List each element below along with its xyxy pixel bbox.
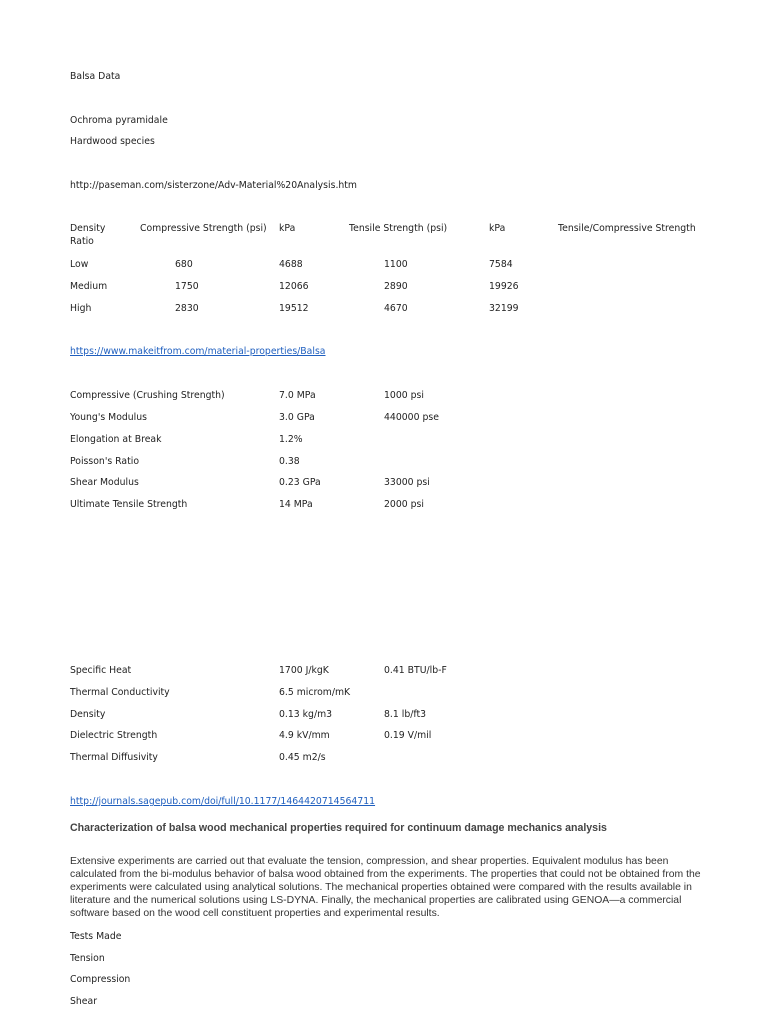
table-cell: 2890 xyxy=(384,281,408,292)
prop-label: Compressive (Crushing Strength) xyxy=(70,390,225,401)
prop-si: 4.9 kV/mm xyxy=(279,730,330,741)
prop-label: Thermal Conductivity xyxy=(70,687,170,698)
table-cell: 32199 xyxy=(489,303,519,314)
species-type: Hardwood species xyxy=(70,136,155,147)
sagepub-link[interactable]: http://journals.sagepub.com/doi/full/10.1177/1464420714564711 xyxy=(70,796,376,807)
table-cell: 2830 xyxy=(175,303,199,314)
th-density: Density xyxy=(70,223,106,234)
prop-si: 0.38 xyxy=(279,456,300,467)
prop-label: Ultimate Tensile Strength xyxy=(70,499,188,510)
th-kpa-1: kPa xyxy=(279,223,296,234)
table-cell: 680 xyxy=(175,259,193,270)
prop-label: Thermal Diffusivity xyxy=(70,752,158,763)
table-row-label: High xyxy=(70,303,92,314)
table-cell: 4688 xyxy=(279,259,303,270)
table-cell: 7584 xyxy=(489,259,513,270)
th-ratio: Ratio xyxy=(70,236,94,247)
prop-imperial: 2000 psi xyxy=(384,499,424,510)
prop-imperial: 0.19 V/mil xyxy=(384,730,432,741)
prop-si: 1.2% xyxy=(279,434,303,445)
prop-label: Shear Modulus xyxy=(70,477,139,488)
prop-label: Dielectric Strength xyxy=(70,730,158,741)
tests-heading: Tests Made xyxy=(70,931,122,942)
th-kpa-2: kPa xyxy=(489,223,506,234)
prop-label: Poisson's Ratio xyxy=(70,456,140,467)
article-abstract: Extensive experiments are carried out that evaluate the tension, compression, and shear properties. Equivalent modulus has been calculated from the bi-modulus behavior of balsa wood obtained from the experiments. The properties that could not be obtained from the experiments were calculated using analytical solutions. The mechanical properties obtained were compared with the results available in literature and the numerical solutions using LS-DYNA. Finally, the mechanical properties are calibrated using GENOA—a commercial software based on the wood cell constituent properties and experimental results. xyxy=(70,856,701,919)
table-cell: 1100 xyxy=(384,259,408,270)
table-cell: 12066 xyxy=(279,281,309,292)
list-item: Compression xyxy=(70,974,131,985)
prop-si: 1700 J/kgK xyxy=(279,665,329,676)
th-tensile: Tensile Strength (psi) xyxy=(349,223,448,234)
prop-label: Density xyxy=(70,709,106,720)
prop-si: 14 MPa xyxy=(279,499,313,510)
doc-title: Balsa Data xyxy=(70,71,121,82)
table-row-label: Low xyxy=(70,259,89,270)
prop-label: Young's Modulus xyxy=(70,412,147,423)
prop-imperial: 440000 pse xyxy=(384,412,439,423)
table-row-label: Medium xyxy=(70,281,108,292)
prop-si: 0.23 GPa xyxy=(279,477,321,488)
th-ratio-strength: Tensile/Compressive Strength xyxy=(558,223,696,234)
species-name: Ochroma pyramidale xyxy=(70,115,168,126)
table-cell: 19512 xyxy=(279,303,309,314)
prop-imperial: 1000 psi xyxy=(384,390,424,401)
prop-si: 7.0 MPa xyxy=(279,390,316,401)
th-compressive: Compressive Strength (psi) xyxy=(140,223,267,234)
prop-si: 6.5 microm/mK xyxy=(279,687,351,698)
list-item: Shear xyxy=(70,996,98,1007)
prop-si: 3.0 GPa xyxy=(279,412,315,423)
source-url-1: http://paseman.com/sisterzone/Adv-Material%20Analysis.htm xyxy=(70,180,357,191)
prop-label: Elongation at Break xyxy=(70,434,162,445)
prop-imperial: 8.1 lb/ft3 xyxy=(384,709,427,720)
prop-si: 0.13 kg/m3 xyxy=(279,709,333,720)
makeitfrom-link[interactable]: https://www.makeitfrom.com/material-properties/Balsa xyxy=(70,346,326,357)
prop-si: 0.45 m2/s xyxy=(279,752,326,763)
article-title: Characterization of balsa wood mechanical properties required for continuum damage mechanics analysis xyxy=(70,822,607,834)
table-cell: 19926 xyxy=(489,281,519,292)
table-cell: 1750 xyxy=(175,281,199,292)
list-item: Tension xyxy=(70,953,105,964)
prop-imperial: 33000 psi xyxy=(384,477,430,488)
prop-label: Specific Heat xyxy=(70,665,132,676)
prop-imperial: 0.41 BTU/lb-F xyxy=(384,665,447,676)
table-cell: 4670 xyxy=(384,303,408,314)
